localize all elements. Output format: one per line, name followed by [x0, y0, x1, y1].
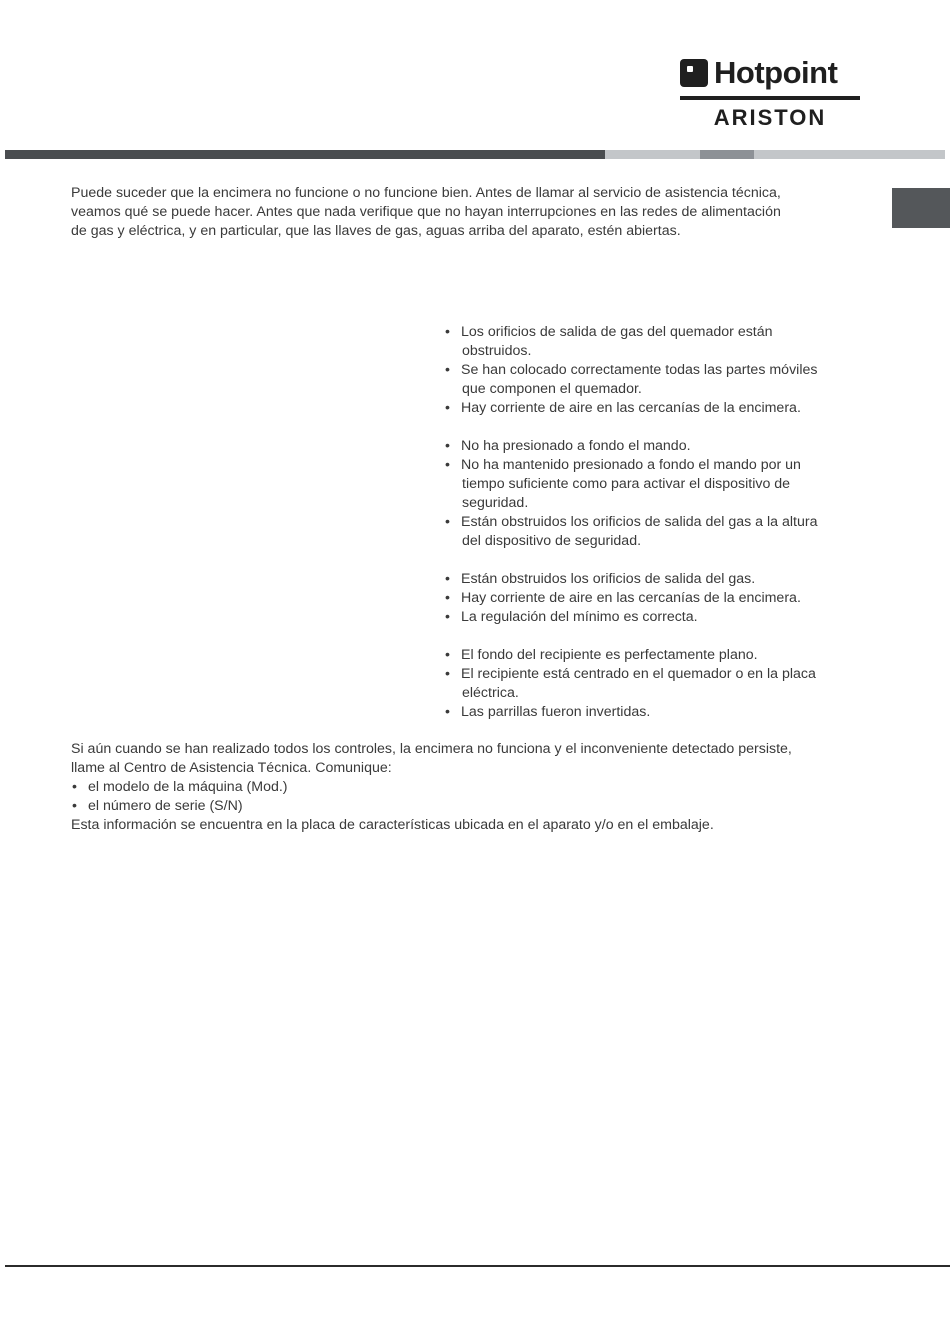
checklist-item-line: • Se han colocado correctamente todas las partes móviles [461, 362, 818, 378]
checklist-group [445, 437, 865, 551]
outro-paragraph [71, 740, 891, 778]
checklist-item-line: seguridad. [462, 495, 529, 511]
outro-line: Si aún cuando se han realizado todos los controles, la encimera no funciona y el inconveniente detectado persiste, [71, 741, 792, 757]
checklist-item [445, 570, 865, 589]
checklist-item-line: • Están obstruidos los orificios de salida del gas. [461, 571, 756, 587]
checklist-item-line: • Están obstruidos los orificios de salida del gas a la altura [461, 514, 818, 530]
footer-rule [5, 1265, 950, 1267]
checklist-item [445, 589, 865, 608]
checklist [445, 323, 865, 741]
outro-closing: Esta información se encuentra en la placa de características ubicada en el aparato y/o en el embalaje. [71, 817, 714, 833]
checklist-item [445, 646, 865, 665]
outro-section [71, 740, 891, 835]
checklist-item-line: • Los orificios de salida de gas del quemador están [461, 324, 773, 340]
checklist-item-line: del dispositivo de seguridad. [462, 533, 642, 549]
logo-mark-icon [680, 59, 708, 87]
intro-line: Puede suceder que la encimera no funcione o no funcione bien. Antes de llamar al servicio de asistencia técnica, [71, 185, 781, 201]
section-tab [892, 188, 950, 228]
checklist-item [445, 361, 865, 399]
checklist-item-line: • Hay corriente de aire en las cercanías de la encimera. [461, 400, 801, 416]
checklist-item [445, 608, 865, 627]
intro-line: de gas y eléctrica, y en particular, que las llaves de gas, aguas arriba del aparato, estén abiertas. [71, 223, 681, 239]
checklist-item-line: que componen el quemador. [462, 381, 642, 397]
outro-bullet: • el modelo de la máquina (Mod.) [71, 778, 891, 797]
checklist-item-line: • La regulación del mínimo es correcta. [461, 609, 698, 625]
checklist-group [445, 323, 865, 418]
checklist-item-line: tiempo suficiente como para activar el dispositivo de [462, 476, 791, 492]
checklist-item-line: • Hay corriente de aire en las cercanías de la encimera. [461, 590, 801, 606]
checklist-group [445, 570, 865, 627]
checklist-item-line: obstruidos. [462, 343, 532, 359]
header-bar-light [605, 150, 700, 159]
checklist-item [445, 399, 865, 418]
outro-line: llame al Centro de Asistencia Técnica. Comunique: [71, 760, 392, 776]
checklist-item [445, 665, 865, 703]
brand-name: Hotpoint [714, 55, 838, 90]
header-bar-mid [700, 150, 754, 159]
checklist-item [445, 323, 865, 361]
checklist-item-line: • No ha presionado a fondo el mando. [461, 438, 691, 454]
checklist-item-line: • El recipiente está centrado en el quemador o en la placa [461, 666, 816, 682]
checklist-item [445, 703, 865, 722]
intro-paragraph [71, 184, 871, 241]
header-bar-dark [5, 150, 605, 159]
checklist-item-line: • Las parrillas fueron invertidas. [461, 704, 651, 720]
outro-bullets [71, 778, 891, 816]
checklist-item-line: • El fondo del recipiente es perfectamente plano. [461, 647, 758, 663]
checklist-item [445, 456, 865, 513]
logo-rule [680, 96, 860, 100]
brand-logo [680, 56, 860, 130]
header-bar-light-right [754, 150, 945, 159]
brand-subname: ARISTON [713, 105, 827, 130]
outro-bullet: • el número de serie (S/N) [71, 797, 891, 816]
checklist-item-line: • No ha mantenido presionado a fondo el mando por un [461, 457, 801, 473]
checklist-group [445, 646, 865, 722]
checklist-item-line: eléctrica. [462, 685, 519, 701]
checklist-item [445, 437, 865, 456]
checklist-item [445, 513, 865, 551]
intro-line: veamos qué se puede hacer. Antes que nada verifique que no hayan interrupciones en las redes de alimentación [71, 204, 781, 220]
